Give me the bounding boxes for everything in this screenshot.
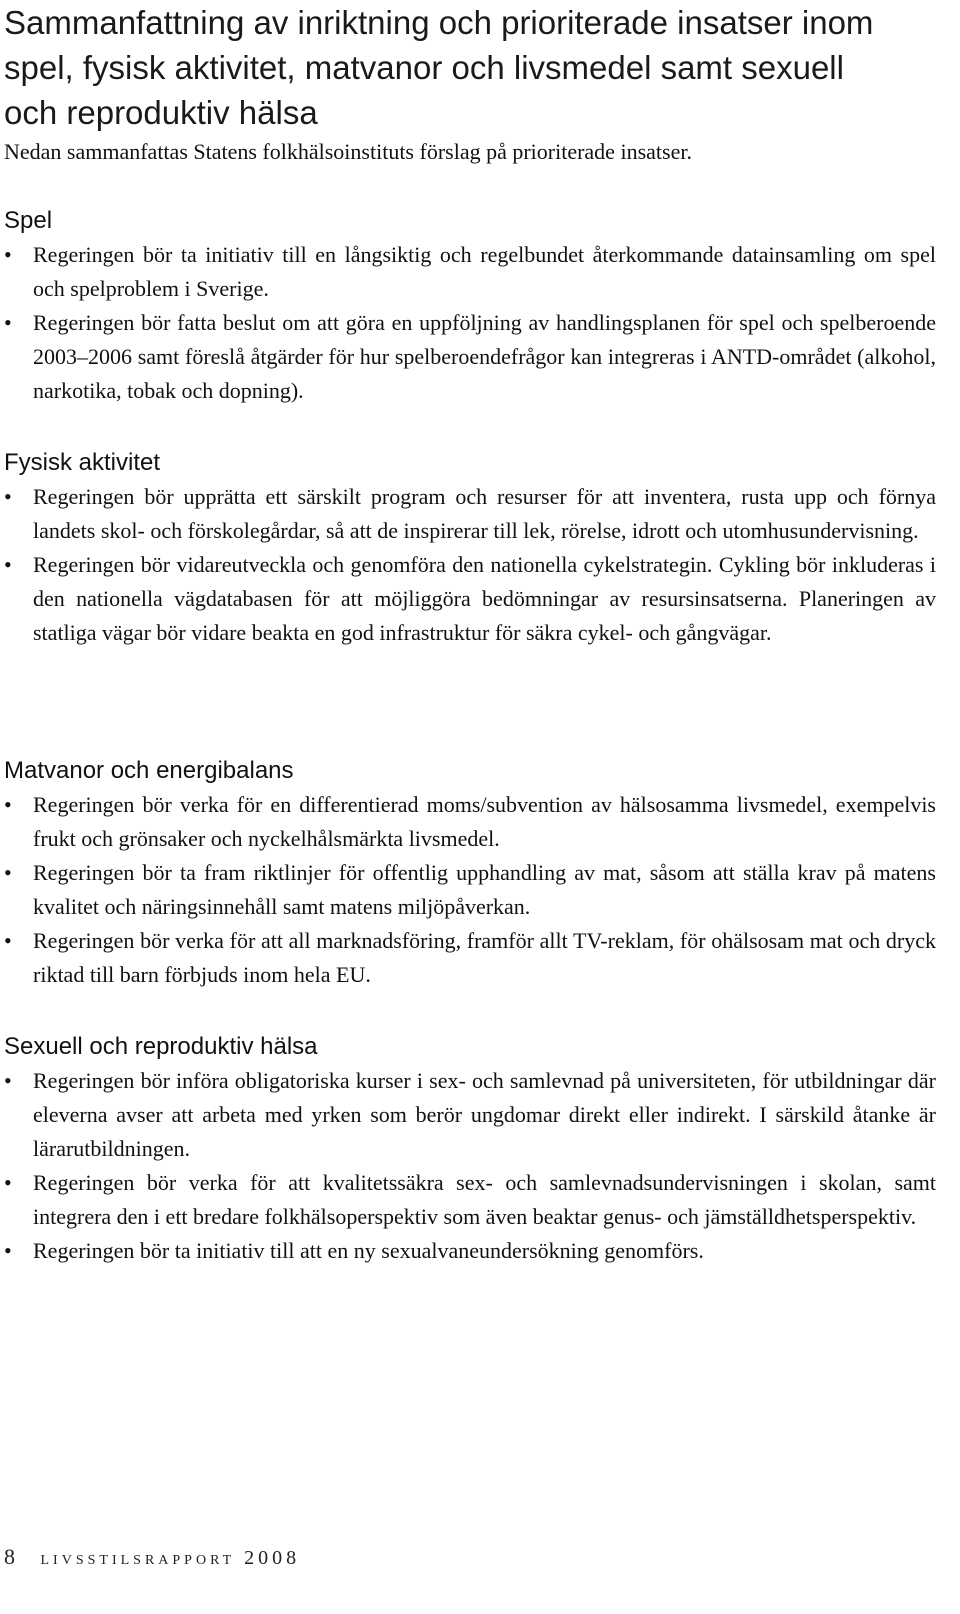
list-item: • Regeringen bör vidareutveckla och genomföra den nationella cykelstrategin. Cykling bör inkluderas i den nationella vägdatabasen för att möjliggöra bedömningar av resursinsatserna. Planeringen av statliga vägar bör vidare beakta en god infrastruktur för säkra cykel- och gångvägar.: [4, 548, 936, 650]
page-number: 8: [4, 1544, 15, 1569]
section-matvanor: [4, 754, 936, 992]
list-item: • Regeringen bör ta initiativ till en långsiktig och regelbundet återkommande datainsamling om spel och spelproblem i Sverige.: [4, 238, 936, 306]
running-title: livsstilsrapport 2008: [40, 1547, 301, 1569]
bullet-list: [4, 238, 936, 408]
page-footer: [4, 1540, 300, 1575]
title-line: spel, fysisk aktivitet, matvanor och livsmedel samt sexuell: [4, 49, 844, 86]
bullet-list: [4, 480, 936, 650]
title-line: och reproduktiv hälsa: [4, 94, 318, 131]
list-item: • Regeringen bör verka för att kvalitetssäkra sex- och samlevnadsundervisningen i skolan, samt integrera den i ett bredare folkhälsoperspektiv som även beaktar genus- och jämställdhetsperspektiv.: [4, 1166, 936, 1234]
section-heading: Fysisk aktivitet: [4, 449, 161, 476]
list-item: • Regeringen bör upprätta ett särskilt program och resurser för att inventera, rusta upp och förnya landets skol- och förskolegårdar, så att de inspirerar till lek, rörelse, idrott och utomhusundervisning.: [4, 480, 936, 548]
list-item: • Regeringen bör fatta beslut om att göra en uppföljning av handlingsplanen för spel och spelberoende 2003–2006 samt föreslå åtgärder för hur spelberoendefrågor kan integreras i ANTD-området (alkohol, narkotika, tobak och dopning).: [4, 306, 936, 408]
section-spel: [4, 204, 936, 408]
list-item: • Regeringen bör ta fram riktlinjer för offentlig upphandling av mat, såsom att ställa krav på matens kvalitet och näringsinnehåll samt matens miljöpåverkan.: [4, 856, 936, 924]
section-sexuell-halsa: [4, 1030, 936, 1268]
list-item: • Regeringen bör införa obligatoriska kurser i sex- och samlevnad på universiteten, för utbildningar där eleverna avser att arbeta med yrken som berör ungdomar direkt eller indirekt. I särskild åtanke är lärarutbildningen.: [4, 1064, 936, 1166]
section-fysisk-aktivitet: [4, 446, 936, 650]
intro-paragraph: Nedan sammanfattas Statens folkhälsoinstituts förslag på prioriterade insatser.: [4, 139, 692, 164]
page-title: [4, 0, 936, 135]
bullet-list: [4, 1064, 936, 1268]
section-heading: Spel: [4, 207, 53, 234]
document-page: [4, 0, 936, 169]
list-item: • Regeringen bör ta initiativ till att en ny sexualvaneundersökning genomförs.: [4, 1234, 936, 1268]
bullet-list: [4, 788, 936, 992]
section-heading: Matvanor och energibalans: [4, 757, 294, 784]
list-item: • Regeringen bör verka för en differentierad moms/subvention av hälsosamma livsmedel, exempelvis frukt och grönsaker och nyckelhålsmärkta livsmedel.: [4, 788, 936, 856]
title-line: Sammanfattning av inriktning och prioriterade insatser inom: [4, 4, 874, 41]
section-heading: Sexuell och reproduktiv hälsa: [4, 1033, 318, 1060]
list-item: • Regeringen bör verka för att all marknadsföring, framför allt TV-reklam, för ohälsosam mat och dryck riktad till barn förbjuds inom hela EU.: [4, 924, 936, 992]
